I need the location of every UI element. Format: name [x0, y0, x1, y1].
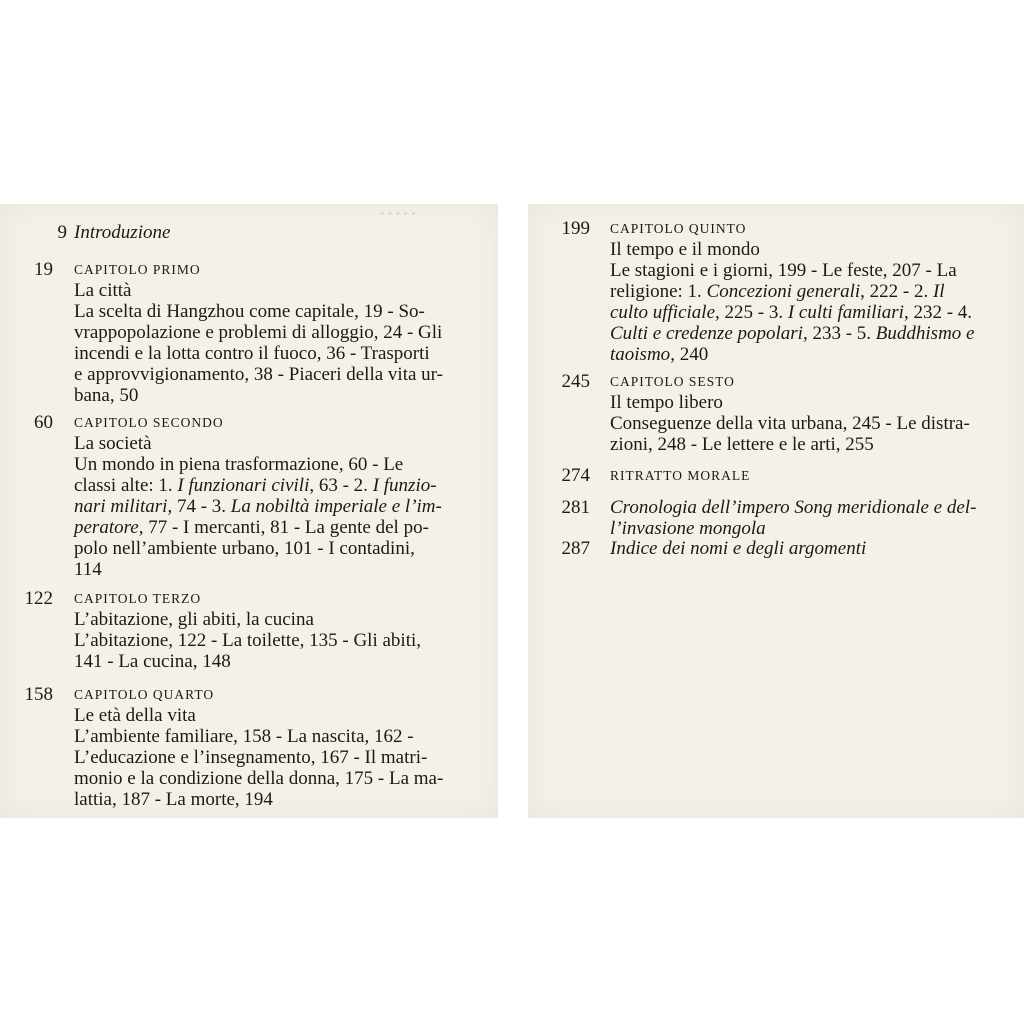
italic-run: La nobiltà imperiale e l’im-	[230, 496, 442, 517]
contents-line	[610, 260, 974, 281]
entry-title-line: l’invasione mongola	[610, 518, 766, 539]
entry-page-number: 274	[561, 465, 590, 486]
contents-line	[74, 364, 443, 385]
contents-line	[74, 496, 442, 517]
chapter-block	[74, 259, 443, 406]
chapter-title: Il tempo e il mondo	[610, 239, 760, 260]
text-run: L’educazione e l’insegnamento, 167 - Il matri-	[74, 747, 428, 768]
chapter-label: CAPITOLO QUARTO	[74, 687, 215, 702]
text-run: , 233 - 5.	[802, 323, 876, 344]
entry-title-line: Cronologia dell’impero Song meridionale e del-	[610, 497, 977, 518]
contents-line	[74, 747, 443, 768]
bleed-through-text: • • • • •	[380, 206, 416, 221]
contents-line	[74, 454, 442, 475]
contents-line	[74, 538, 442, 559]
chapter-block	[74, 588, 421, 672]
text-run: classi alte: 1.	[74, 475, 178, 496]
text-run: vrappopolazione e problemi di alloggio, 24 - Gli	[74, 322, 443, 343]
text-run: e approvvigionamento, 38 - Piaceri della vita ur-	[74, 364, 443, 385]
contents-line	[74, 768, 443, 789]
chapter-label: CAPITOLO SECONDO	[74, 415, 224, 430]
chapter-title: La città	[74, 280, 132, 301]
contents-line	[74, 789, 443, 810]
contents-line	[74, 630, 421, 651]
entry-page-number: 19	[34, 259, 53, 280]
entry-title: Introduzione	[74, 222, 171, 243]
entry-title	[610, 538, 866, 559]
chapter-contents	[74, 301, 443, 406]
text-run: lattia, 187 - La morte, 194	[74, 789, 273, 810]
text-run: , 240	[670, 344, 709, 365]
italic-run: nari militari	[74, 496, 168, 517]
chapter-block	[74, 684, 443, 810]
left-page	[0, 204, 498, 818]
contents-line	[74, 343, 443, 364]
italic-run: Il	[932, 281, 945, 302]
contents-line	[74, 651, 421, 672]
contents-line	[74, 301, 443, 322]
italic-run: I culti familiari	[787, 302, 904, 323]
entry-page-number: 9	[57, 222, 67, 243]
text-run: L’abitazione, 122 - La toilette, 135 - Gli abiti,	[74, 630, 422, 651]
text-run: L’ambiente familiare, 158 - La nascita, 162 -	[74, 726, 414, 747]
entry-title-line: Indice dei nomi e degli argomenti	[610, 538, 867, 559]
chapter-contents	[74, 454, 442, 580]
text-run: bana, 50	[74, 385, 139, 406]
contents-line	[74, 322, 443, 343]
contents-line	[610, 302, 974, 323]
text-run: , 232 - 4.	[903, 302, 973, 323]
contents-line	[610, 413, 970, 434]
italic-run: I funzio-	[372, 475, 437, 496]
entry-page-number: 199	[561, 218, 590, 239]
chapter-title: Il tempo libero	[610, 392, 723, 413]
text-run: incendi e la lotta contro il fuoco, 36 - Trasporti	[74, 343, 430, 364]
text-run: Conseguenze della vita urbana, 245 - Le distra-	[610, 413, 970, 434]
text-run: monio e la condizione della donna, 175 - La ma-	[74, 768, 444, 789]
chapter-label: CAPITOLO QUINTO	[610, 221, 747, 236]
contents-line	[74, 559, 442, 580]
chapter-contents	[610, 260, 974, 365]
entry-page-number: 122	[24, 588, 53, 609]
contents-line	[74, 385, 443, 406]
contents-line	[610, 434, 970, 455]
contents-line	[74, 517, 442, 538]
contents-line	[610, 323, 974, 344]
entry-page-number: 60	[34, 412, 53, 433]
italic-run: Culti e credenze popolari	[610, 323, 803, 344]
entry-page-number: 287	[561, 538, 590, 559]
chapter-contents	[610, 413, 970, 455]
contents-line	[74, 726, 443, 747]
chapter-label: CAPITOLO PRIMO	[74, 262, 201, 277]
text-run: 141 - La cucina, 148	[74, 651, 231, 672]
chapter-label: CAPITOLO SESTO	[610, 374, 735, 389]
entry-title	[610, 497, 976, 539]
italic-run: peratore	[74, 517, 139, 538]
chapter-contents	[74, 726, 443, 810]
chapter-block	[610, 371, 970, 455]
text-run: La scelta di Hangzhou come capitale, 19 - So-	[74, 301, 425, 322]
entry-page-number: 281	[561, 497, 590, 518]
contents-line	[74, 475, 442, 496]
italic-run: taoismo	[610, 344, 671, 365]
chapter-label: CAPITOLO TERZO	[74, 591, 202, 606]
text-run: religione: 1.	[610, 281, 707, 302]
contents-line	[610, 281, 974, 302]
chapter-contents	[74, 630, 421, 672]
chapter-label: RITRATTO MORALE	[610, 468, 751, 483]
text-run: zioni, 248 - Le lettere e le arti, 255	[610, 434, 874, 455]
chapter-title: La società	[74, 433, 152, 454]
chapter-title: L’abitazione, gli abiti, la cucina	[74, 609, 314, 630]
text-run: 114	[74, 559, 102, 580]
entry-page-number: 245	[561, 371, 590, 392]
italic-run: culto ufficiale	[610, 302, 716, 323]
chapter-block	[610, 465, 750, 486]
text-run: polo nell’ambiente urbano, 101 - I contadini,	[74, 538, 415, 559]
chapter-title: Le età della vita	[74, 705, 196, 726]
text-run: , 74 - 3.	[167, 496, 231, 517]
text-run: , 77 - I mercanti, 81 - La gente del po-	[138, 517, 429, 538]
text-run: , 225 - 3.	[715, 302, 788, 323]
italic-run: Concezioni generali	[706, 281, 861, 302]
text-run: , 222 - 2.	[860, 281, 933, 302]
italic-run: I funzionari civili	[177, 475, 310, 496]
right-page	[528, 204, 1024, 818]
italic-run: Buddhismo e	[875, 323, 975, 344]
text-run: Le stagioni e i giorni, 199 - Le feste, 207 - La	[610, 260, 957, 281]
entry-page-number: 158	[24, 684, 53, 705]
chapter-block	[74, 412, 442, 580]
text-run: , 63 - 2.	[309, 475, 373, 496]
chapter-block	[610, 218, 974, 365]
text-run: Un mondo in piena trasformazione, 60 - Le	[74, 454, 404, 475]
contents-line	[610, 344, 974, 365]
